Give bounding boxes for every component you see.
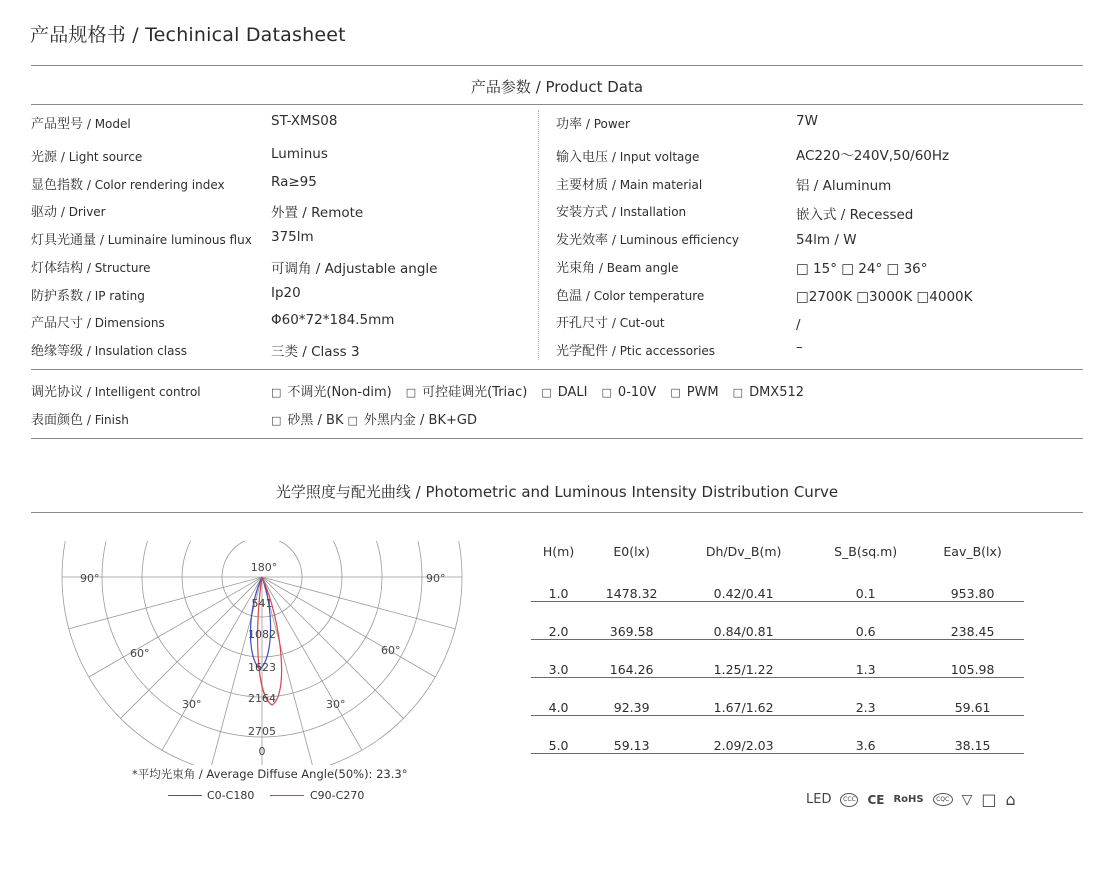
spec-label-cn: 灯体结构 [31, 261, 84, 276]
table-column-header: S_B(sq.m) [834, 543, 898, 559]
table-cell-value: 0.1 [855, 586, 876, 601]
spec-label-en: / Cut-out [608, 316, 665, 330]
right-spec-value: / [796, 317, 801, 333]
table-cell [810, 640, 921, 678]
left-spec-value: Ip20 [271, 285, 301, 301]
right-spec-label [556, 285, 704, 304]
right-spec-value: 嵌入式 / Recessed [796, 207, 914, 223]
option-item [271, 413, 344, 428]
finish-label [31, 409, 129, 428]
spec-label-cn: 发光效率 [556, 233, 609, 248]
table-cell [586, 640, 677, 678]
table-cell-value: 1.25/1.22 [713, 662, 774, 677]
led-mark: LED [806, 792, 832, 807]
spec-label-en: / Driver [57, 205, 106, 219]
right-spec-value: □2700K □3000K □4000K [796, 289, 973, 305]
option-item [602, 385, 657, 400]
option-label: 0-10V [617, 385, 657, 400]
option-item [271, 385, 392, 400]
option-label: 可控硅调光(Triac) [422, 385, 528, 400]
angle-label-30-left: 30° [182, 698, 202, 711]
table-row [531, 602, 1024, 640]
ccc-mark-icon: CCC [840, 793, 858, 807]
table-cell-value: 4.0 [548, 700, 569, 715]
spec-label-cn: 驱动 [31, 205, 58, 220]
table-cell-value: 1.3 [855, 662, 876, 677]
table-row [531, 716, 1024, 754]
spec-label-cn: 灯具光通量 [31, 233, 97, 248]
spec-label-cn: 产品型号 [31, 117, 84, 132]
table-cell [531, 640, 586, 678]
finish-label-cn: 表面颜色 [31, 413, 84, 428]
spec-label-en: / Dimensions [83, 316, 165, 330]
option-label: 外黑内金 / BK+GD [363, 413, 477, 428]
spec-column-divider [538, 110, 539, 360]
left-spec-label [31, 312, 165, 331]
left-spec-value: Ra≥95 [271, 174, 317, 190]
finish-label-en: / Finish [83, 413, 129, 427]
checkbox-icon: □ [347, 414, 358, 427]
table-cell [677, 564, 810, 602]
legend-line-c90 [270, 795, 304, 796]
angle-label-180: 180° [250, 561, 278, 574]
checkbox-icon: □ [732, 386, 744, 399]
table-cell [810, 678, 921, 716]
left-spec-label [31, 285, 145, 304]
checkbox-icon: □ [271, 386, 282, 399]
left-spec-value: 三类 / Class 3 [271, 344, 360, 360]
cqc-mark-icon: CQC [933, 793, 953, 806]
table-cell [677, 678, 810, 716]
page-title: 产品规格书 / Techinical Datasheet [30, 24, 346, 46]
option-item [406, 385, 528, 400]
certification-marks [806, 790, 1016, 809]
ce-mark-icon: CE [867, 792, 885, 807]
table-cell-value: 369.58 [609, 624, 654, 639]
rohs-mark-icon: RoHS [893, 794, 924, 805]
checkbox-icon: □ [601, 386, 612, 399]
table-cell [531, 678, 586, 716]
legend-line-c0 [168, 795, 202, 796]
table-cell-value: 38.15 [954, 738, 991, 753]
table-cell-value: 164.26 [609, 662, 654, 677]
right-spec-value: □ 15° □ 24° □ 36° [796, 261, 928, 277]
table-cell [677, 602, 810, 640]
table-cell [586, 564, 677, 602]
spec-label-en: / Color temperature [582, 289, 705, 303]
angle-label-60-right: 60° [381, 644, 401, 657]
triangle-mark-icon: ▽ [961, 791, 973, 808]
table-cell [531, 602, 586, 640]
option-label: DMX512 [749, 385, 805, 400]
right-spec-value: 54lm / W [796, 232, 857, 248]
spec-label-cn: 主要材质 [556, 178, 609, 193]
left-spec-label [31, 257, 151, 276]
left-spec-value: Luminus [271, 146, 328, 162]
left-spec-label [31, 174, 225, 193]
right-spec-label [556, 174, 702, 193]
spec-label-en: / Luminous efficiency [608, 233, 740, 247]
legend-label-c0: C0-C180 [207, 789, 255, 802]
spec-label-en: / Luminaire luminous flux [96, 233, 252, 247]
checkbox-icon: □ [271, 414, 282, 427]
house-mark-icon: ⌂ [1005, 790, 1016, 809]
left-spec-value: 外置 / Remote [271, 205, 364, 221]
checkbox-icon: □ [670, 386, 681, 399]
table-cell-value: 105.98 [950, 662, 995, 677]
spec-label-cn: 光源 [31, 150, 58, 165]
table-cell [677, 640, 810, 678]
spec-label-en: / Beam angle [595, 261, 679, 275]
table-cell [586, 602, 677, 640]
polar-distribution-chart [60, 535, 480, 765]
control-label-cn: 调光协议 [31, 385, 84, 400]
table-cell [531, 564, 586, 602]
table-cell-value: 2.09/2.03 [713, 738, 774, 753]
table-cell-value: 2.0 [548, 624, 569, 639]
polar-spoke [262, 577, 362, 750]
right-spec-label [556, 113, 630, 132]
table-cell [586, 678, 677, 716]
ring-label: 1623 [248, 661, 276, 674]
checkbox-icon: □ [405, 386, 417, 399]
option-label: PWM [686, 385, 719, 400]
option-item [670, 385, 718, 400]
spec-label-en: / Power [582, 117, 630, 131]
beam-angle-caption: *平均光束角 / Average Diffuse Angle(50%): 23.3° [132, 767, 408, 781]
table-cell [921, 602, 1024, 640]
spec-label-cn: 防护系数 [31, 289, 84, 304]
spec-label-en: / Light source [57, 150, 143, 164]
right-spec-label [556, 229, 739, 248]
angle-label-90-left: 90° [80, 572, 100, 585]
spec-label-en: / Installation [608, 205, 687, 219]
divider-product-data [31, 104, 1083, 105]
table-cell-value: 3.0 [548, 662, 569, 677]
control-options [271, 381, 818, 400]
legend-label-c90: C90-C270 [310, 789, 365, 802]
table-cell-value: 1.0 [548, 586, 569, 601]
table-row [531, 678, 1024, 716]
table-column-header: Eav_B(lx) [943, 543, 1002, 559]
table-row [531, 640, 1024, 678]
option-item [348, 413, 477, 428]
spec-label-cn: 显色指数 [31, 178, 84, 193]
option-label: DALI [557, 385, 588, 400]
table-cell-value: 0.42/0.41 [713, 586, 774, 601]
left-spec-label [31, 146, 142, 165]
table-cell-value: 1.67/1.62 [713, 700, 774, 715]
table-cell [921, 678, 1024, 716]
polar-spoke [162, 577, 262, 750]
left-spec-value: 可调角 / Adjustable angle [271, 261, 438, 277]
right-spec-value: 铝 / Aluminum [796, 178, 892, 194]
option-label: 不调光(Non-dim) [287, 385, 392, 400]
product-data-heading: 产品参数 / Product Data [470, 78, 644, 96]
left-spec-value: 375lm [271, 229, 314, 245]
spec-label-en: / Color rendering index [83, 178, 225, 192]
table-header-row [531, 538, 1024, 564]
left-spec-label [31, 340, 187, 359]
table-cell-value: 2.3 [855, 700, 876, 715]
left-spec-label [31, 201, 106, 220]
table-column-header: E0(lx) [613, 543, 650, 559]
table-cell-value: 3.6 [855, 738, 876, 753]
right-spec-label [556, 312, 665, 331]
angle-label-0: 0 [258, 745, 266, 758]
divider-specs-bottom [31, 369, 1083, 370]
spec-label-cn: 产品尺寸 [31, 316, 84, 331]
spec-label-cn: 光学配件 [556, 344, 609, 359]
finish-options [271, 409, 481, 428]
spec-label-en: / Model [83, 117, 131, 131]
option-item [541, 385, 587, 400]
class-mark-icon: □ [981, 790, 997, 809]
spec-label-en: / Structure [83, 261, 151, 275]
table-column-header: Dh/Dv_B(m) [705, 543, 782, 559]
spec-label-cn: 输入电压 [556, 150, 609, 165]
polar-spoke [89, 577, 262, 677]
table-cell [810, 564, 921, 602]
table-cell [810, 716, 921, 754]
left-spec-label [31, 113, 131, 132]
spec-label-en: / Insulation class [83, 344, 187, 358]
table-cell-value: 953.80 [950, 586, 995, 601]
ring-label: 541 [251, 597, 273, 610]
left-spec-label [31, 229, 252, 248]
table-cell [921, 564, 1024, 602]
checkbox-icon: □ [541, 386, 552, 399]
table-cell-value: 0.6 [855, 624, 876, 639]
spec-label-en: / Input voltage [608, 150, 700, 164]
spec-label-cn: 绝缘等级 [31, 344, 84, 359]
table-cell [677, 716, 810, 754]
polar-spoke [262, 577, 435, 677]
spec-label-en: / IP rating [83, 289, 145, 303]
angle-label-90-right: 90° [426, 572, 446, 585]
left-spec-value: Φ60*72*184.5mm [271, 312, 395, 328]
divider-photometric [31, 512, 1083, 513]
angle-label-30-right: 30° [326, 698, 346, 711]
table-body [531, 564, 1024, 754]
option-item [733, 385, 804, 400]
photometric-table [531, 538, 1024, 754]
spec-label-cn: 光束角 [556, 261, 596, 276]
table-cell-value: 1478.32 [605, 586, 658, 601]
spec-label-cn: 功率 [556, 117, 583, 132]
ring-label: 1082 [248, 628, 276, 641]
right-spec-label [556, 201, 686, 220]
divider-top [31, 65, 1083, 66]
table-cell-value: 5.0 [548, 738, 569, 753]
right-spec-value: 7W [796, 113, 818, 129]
divider-options-bottom [31, 438, 1083, 439]
spec-label-en: / Ptic accessories [608, 344, 716, 358]
table-cell [531, 716, 586, 754]
control-label-en: / Intelligent control [83, 385, 201, 399]
right-spec-value: – [796, 339, 803, 355]
table-cell [586, 716, 677, 754]
ring-label: 2705 [248, 725, 276, 738]
table-cell-value: 92.39 [613, 700, 650, 715]
table-cell-value: 59.13 [613, 738, 650, 753]
photometric-heading: 光学照度与配光曲线 / Photometric and Luminous Intensity Distribution Curve [275, 483, 839, 501]
control-label [31, 381, 201, 400]
table-row [531, 564, 1024, 602]
spec-label-en: / Main material [608, 178, 703, 192]
table-cell-value: 238.45 [950, 624, 995, 639]
table-cell [921, 716, 1024, 754]
ring-label: 2164 [248, 692, 276, 705]
right-spec-value: AC220～240V,50/60Hz [796, 148, 950, 164]
spec-label-cn: 开孔尺寸 [556, 316, 609, 331]
right-spec-label [556, 257, 678, 276]
angle-label-60-left: 60° [130, 647, 150, 660]
table-cell-value: 0.84/0.81 [713, 624, 774, 639]
right-spec-label [556, 146, 699, 165]
spec-label-cn: 色温 [556, 289, 583, 304]
left-spec-value: ST-XMS08 [271, 113, 338, 129]
option-label: 砂黑 / BK [287, 413, 344, 428]
table-cell [921, 640, 1024, 678]
spec-label-cn: 安装方式 [556, 205, 609, 220]
table-cell [810, 602, 921, 640]
right-spec-label [556, 340, 715, 359]
table-cell-value: 59.61 [954, 700, 991, 715]
table-column-header: H(m) [542, 543, 575, 559]
